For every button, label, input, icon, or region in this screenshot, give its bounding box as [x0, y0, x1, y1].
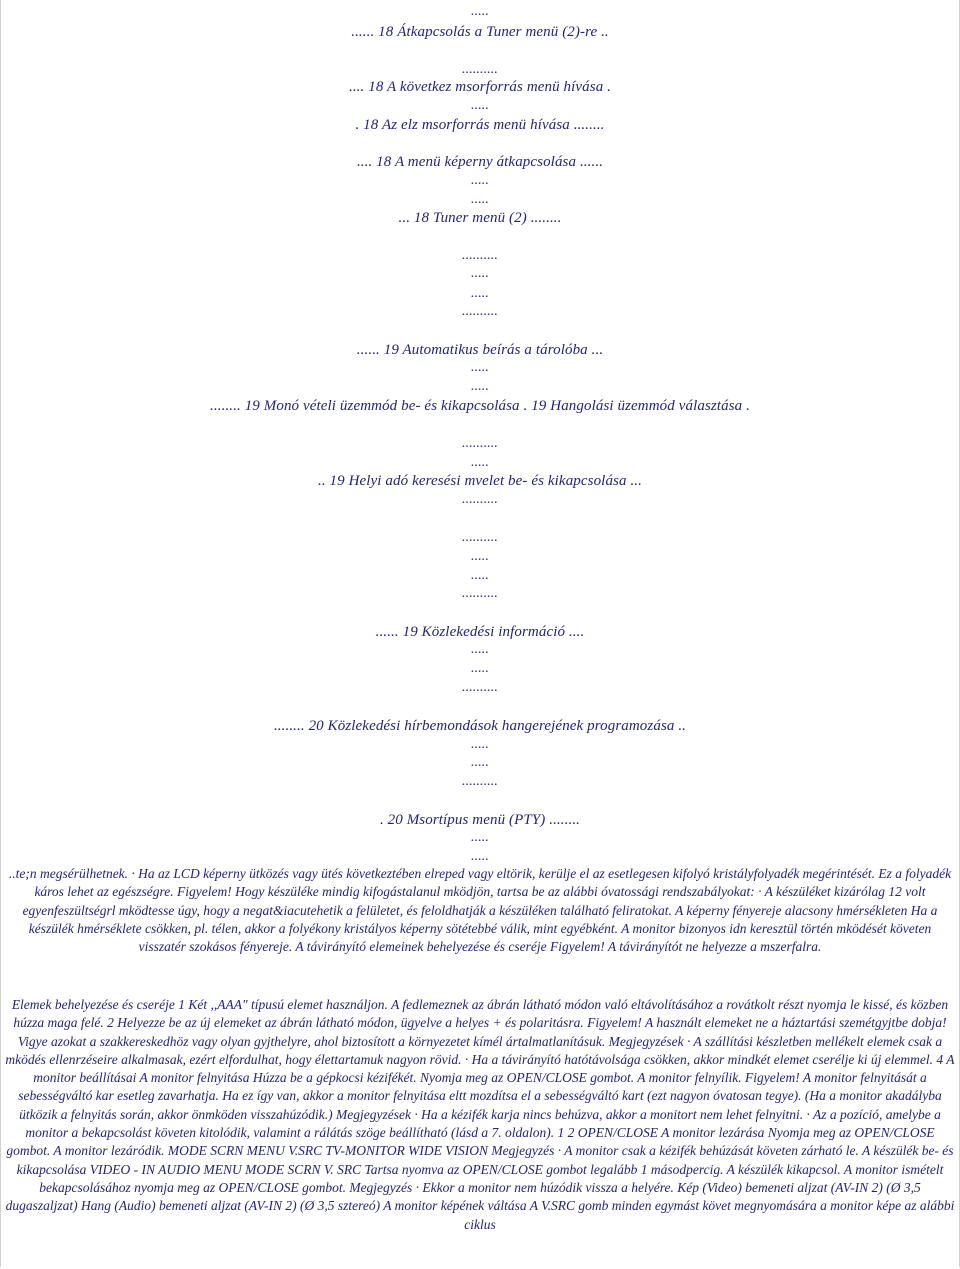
- toc-entry: .... 18 A menü képerny átkapcsolása ......: [356, 154, 604, 170]
- battery-and-monitor-paragraph: [4, 996, 956, 1234]
- toc-leader-dots: .....: [471, 266, 489, 281]
- toc-leader-dots: .....: [471, 455, 489, 470]
- toc-entry: ... 18 Tuner menü (2) ........: [398, 210, 562, 226]
- toc-entry: ........ 19 Monó vételi üzemmód be- és kikapcsolása . 19 Hangolási üzemmód választása .: [210, 398, 750, 414]
- toc-leader-dots: .....: [471, 830, 489, 845]
- toc-entry: ...... 19 Automatikus beírás a tárolóba ...: [356, 342, 604, 358]
- toc-leader-dots: .....: [471, 737, 489, 752]
- toc-entry: . 20 Msortípus menü (PTY) ........: [379, 812, 581, 828]
- toc-leader-dots: ..........: [462, 248, 498, 263]
- toc-leader-dots: .....: [471, 173, 489, 188]
- toc-leader-dots: ..........: [462, 492, 498, 507]
- toc-leader-dots: ..........: [462, 530, 498, 545]
- toc-entry: ........ 20 Közlekedési hírbemondások hangerejének programozása ..: [273, 718, 687, 734]
- toc-leader-dots: .....: [471, 192, 489, 207]
- toc-leader-dots: ..........: [462, 774, 498, 789]
- toc-leader-dots: .....: [471, 755, 489, 770]
- toc-leader-dots: .....: [471, 568, 489, 583]
- toc-leader-dots: ..........: [462, 62, 498, 77]
- safety-notes-paragraph: [4, 865, 956, 956]
- battery-and-monitor-text: Elemek behelyezése és cseréje 1 Két ,,AAA" típusú elemet használjon. A fedlemeznek az ábrán látható módon való eltávolításához a rovátkolt részt nyomja le kissé, és közben húzza maga felé. 2 Helyezze be az új elemeket az ábrán látható módon, ügyelve a helyes + és polaritásra. Figyelem! A használt elemeket ne a háztartási szemétgyjtbe dobja! Vigye azokat a szakkereskedhöz vagy olyan gyjthelyre, ahol biztosított a környezetet kímél ártalmatlanításuk. Megjegyzések · A szállítási készletben mellékelt elemek csak a mködés ellenrzéseire alkalmasak, ezért elfordulhat, hogy élettartamuk nagyon rövid. · Ha a távirányító hatótávolsága csökken, akkor mindkét elemet cserélje ki új elemmel. 4 A monitor beállításai A monitor felnyitása Húzza be a gépkocsi kézifékét. Nyomja meg az OPEN/CLOSE gombot. A monitor felnyílik. Figyelem! A monitor felnyitását a sebességváltó kar esetleg zavarhatja. Ha ez így van, akkor a monitor felnyitása eltt mozdítsa el a sebességváltó kart (ezt nagyon óvatosan tegye). (Ha a monitor akadályba ütközik a felnyitás során, akkor önmköden visszahúzódik.) Megjegyzések · Ha a kézifék karja nincs behúzva, akkor a monitort nem lehet felnyitni. · Az a pozíció, amelybe a monitor a bekapcsolást követen kitolódik, valamint a rálátás szöge beállítható (lásd a 7. oldalon). 1 2 OPEN/CLOSE A monitor lezárása Nyomja meg az OPEN/CLOSE gombot. A monitor lezáródik. MODE SCRN MENU V.SRC TV-MONITOR WIDE VISION Megjegyzés · A monitor csak a kézifék behúzását követen zárható le. A készülék be- és kikapcsolása VIDEO - IN AUDIO MENU MODE SCRN V. SRC Tartsa nyomva az OPEN/CLOSE gombot legalább 1 másodpercig. A készülék kikapcsol. A monitor ismételt bekapcsolásához nyomja meg az OPEN/CLOSE gombot. Megjegyzés · Ekkor a monitor nem húzódik vissza a helyére. Kép (Video) bemeneti aljzat (AV-IN 2) (Ø 3,5 dugaszaljzat) Hang (Audio) bemeneti aljzat (AV-IN 2) (Ø 3,5 sztereó) A monitor képének váltása A V.SRC gomb minden egymást követ megnyomására a monitor képe az alábbi ciklus: [5, 997, 955, 1232]
- toc-leader-dots: .....: [471, 379, 489, 394]
- toc-leader-dots: .....: [471, 849, 489, 864]
- toc-leader-dots: .....: [471, 642, 489, 657]
- toc-leader-dots: .....: [471, 661, 489, 676]
- toc-entry: ...... 19 Közlekedési információ ....: [375, 624, 585, 640]
- toc-leader-dots: .....: [471, 286, 489, 301]
- toc-entry: . 18 Az elz msorforrás menü hívása ........: [355, 117, 605, 133]
- toc-leader-dots: ..........: [462, 680, 498, 695]
- toc-leader-dots: ..........: [462, 304, 498, 319]
- toc-leader-dots: ..........: [462, 586, 498, 601]
- toc-leader-dots: .....: [471, 4, 489, 19]
- safety-notes-text: ..te;n megsérülhetnek. · Ha az LCD képerny ütközés vagy ütés következtében elreped vagy eltörik, kerülje el az esetlegesen kifolyó kristályfolyadék megérintését. Ez a folyadék káros lehet az egészségre. Figyelem! Hogy készüléke mindig kifogástalanul mködjön, tartsa be az alábbi óvatossági rendszabályokat: · A készüléket kizárólag 12 volt egyenfeszültségrl mködtesse úgy, hogy a negat&iacutehetik a felületet, és feloldhatják a készüléken található feliratokat. A képerny fényereje alacsony hmérsékleten Ha a készülék hmérséklete csökken, pl. télen, akkor a folyékony kristályos képerny sötétebbé válik, mint egyébként. A monitor bizonyos idn keresztül történ mködését követen visszatér szokásos fényereje. A távirányító elemeinek behelyezése és cseréje Figyelem! A távirányítót ne helyezze a mszerfalra.: [8, 866, 952, 955]
- toc-leader-dots: .....: [471, 549, 489, 564]
- toc-leader-dots: .....: [471, 360, 489, 375]
- toc-entry: ...... 18 Átkapcsolás a Tuner menü (2)-re ..: [351, 24, 609, 40]
- toc-entry: .. 19 Helyi adó keresési mvelet be- és kikapcsolása ...: [317, 473, 642, 489]
- toc-entry: .... 18 A következ msorforrás menü hívása .: [348, 79, 612, 95]
- toc-leader-dots: ..........: [462, 436, 498, 451]
- toc-leader-dots: .....: [471, 98, 489, 113]
